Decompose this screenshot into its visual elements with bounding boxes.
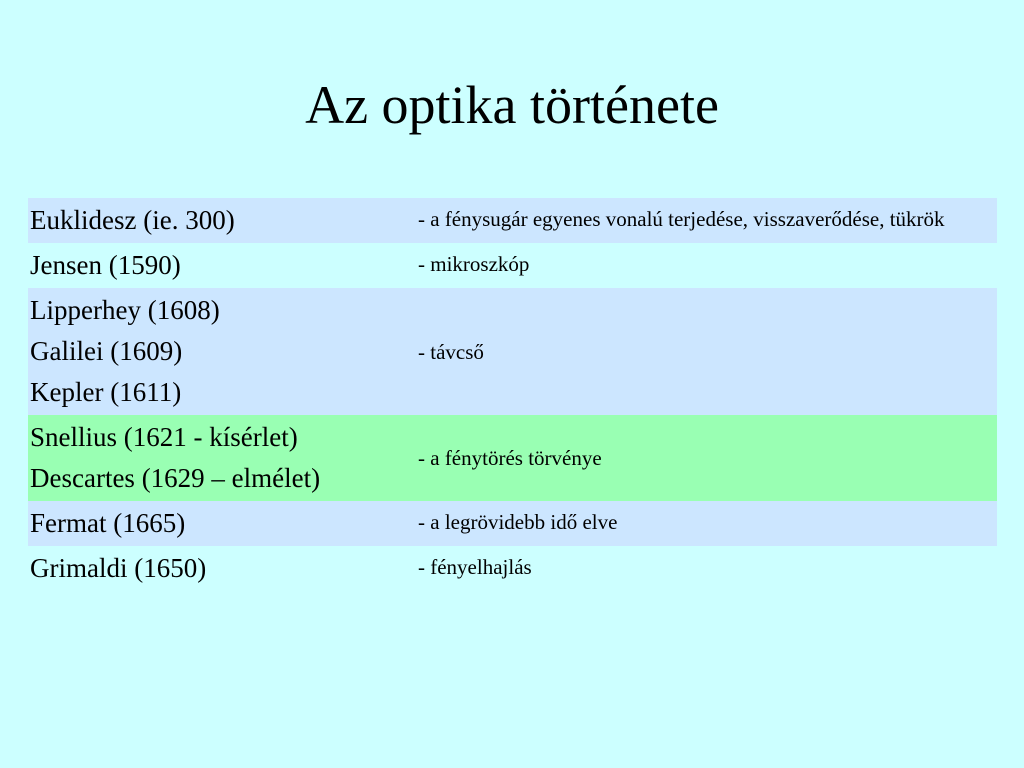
table-row-telescope: [28, 288, 997, 415]
row-names: [28, 415, 415, 501]
row-names: [28, 198, 415, 243]
slide-title: Az optika története: [305, 75, 719, 135]
row-names: [28, 288, 415, 415]
person-name: Galilei (1609): [30, 336, 183, 366]
table-row-fermat: [28, 501, 997, 546]
person-name: Kepler (1611): [30, 377, 182, 407]
row-description: [415, 501, 997, 546]
row-description: [415, 198, 997, 243]
history-table: [28, 198, 997, 591]
row-names: [28, 243, 415, 288]
table-row-grimaldi: [28, 546, 997, 591]
table-row-euklidesz: [28, 198, 997, 243]
row-names: [28, 501, 415, 546]
table-row-refraction: [28, 415, 997, 501]
description-text: - távcső: [418, 339, 484, 364]
description-text: - a fénysugár egyenes vonalú terjedése, visszaverődése, tükrök: [418, 207, 945, 231]
row-names: [28, 546, 415, 591]
person-name: Fermat (1665): [30, 508, 186, 538]
description-text: - a legrövidebb idő elve: [418, 510, 618, 534]
person-name: Lipperhey (1608): [30, 295, 220, 325]
description-text: - a fénytörés törvénye: [418, 446, 602, 470]
row-description: [415, 288, 997, 415]
person-name: Grimaldi (1650): [30, 553, 207, 583]
row-description: [415, 415, 997, 501]
description-text: - fényelhajlás: [418, 555, 532, 579]
person-name: Snellius (1621 - kísérlet): [30, 422, 298, 452]
person-name: Descartes (1629 – elmélet): [30, 463, 321, 493]
person-name: Euklidesz (ie. 300): [30, 205, 235, 235]
row-description: [415, 546, 997, 591]
person-name: Jensen (1590): [30, 250, 181, 280]
description-text: - mikroszkóp: [418, 252, 530, 276]
row-description: [415, 243, 997, 288]
table-row-jensen: [28, 243, 997, 288]
